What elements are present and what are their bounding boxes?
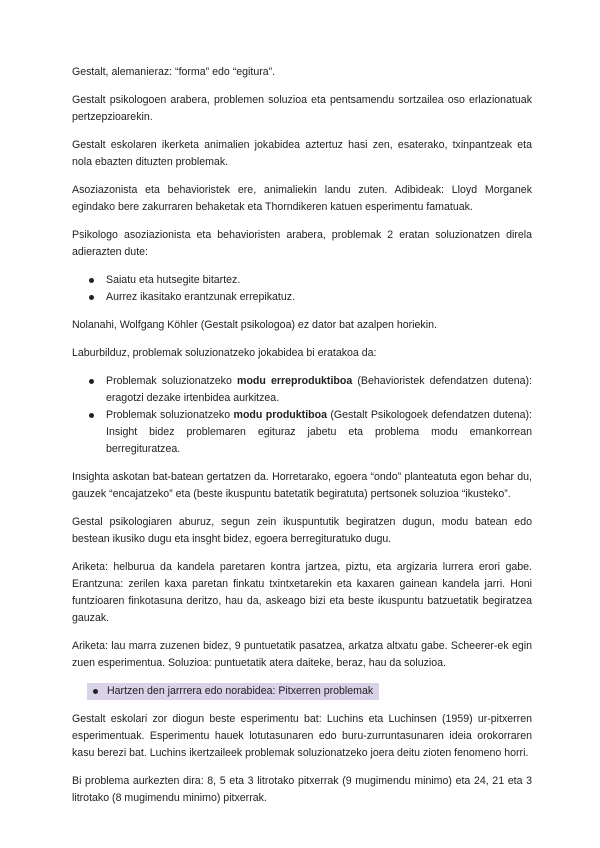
paragraph-insight: Insighta askotan bat-batean gertatzen da. Horretarako, egoera “ondo” planteatuta egon behar du, gauzek “encajatzeko” eta (beste ikuspuntu batetatik begiratuta) pertsonek soluzioa “ikusteko”. (72, 471, 532, 500)
paragraph-kohler: Nolanahi, Wolfgang Köhler (Gestalt psikologoa) ez dator bat azalpen horiekin. (72, 319, 437, 331)
highlighted-heading: Hartzen den jarrrera edo norabidea: Pitxerren problemak (87, 683, 379, 700)
paragraph-summary: Laburbilduz, problemak soluzionatzeko jokabidea bi eratakoa da: (72, 347, 377, 359)
list-item: Saiatu eta hutsegite bitartez. (106, 272, 532, 289)
paragraph-two-problems: Bi problema aurkezten dira: 8, 5 eta 3 litrotako pitxerrak (9 mugimendu minimo) eta 24, 21 eta 3 litrotako (8 mugimendu minimo) pitxerrak. (72, 775, 532, 804)
paragraph-two-ways: Psikologo asoziazionista eta behavioristen arabera, problemak 2 eratan soluzionatzen direla adierazten dute: (72, 229, 532, 258)
paragraph-gestalt-school-research: Gestalt eskolaren ikerketa animalien jokabidea aztertuz hasi zen, esaterako, txinpantzeak eta nola ebazten dituzten problemak. (72, 139, 532, 168)
list-item-text: (Behavioristek defendatzen dutena): eragotzi dezake irtenbidea aurkitzea. (106, 375, 533, 404)
list-item-text: (Gestalt Psikologoek defendatzen dutena): Insight bidez problemaren egituraz jabetu eta problema modu emankorrean berregituratzea. (106, 409, 532, 455)
paragraph-candle-exercise: Ariketa: helburua da kandela paretaren kontra jartzea, piztu, eta argizaria lurrera erori gabe. Erantzuna: zerilen kaxa paretan finkatu txintxetarekin eta kaxaren gainean kandela jarri. Honi funtzioaren finkotasuna deritzo, hau da, askeago bizi eta beste ikuspuntu batzuetatik begiratzea gauzak. (72, 561, 532, 624)
highlighted-bullet (72, 683, 532, 700)
document-page (72, 64, 532, 818)
paragraph-luchins: Gestalt eskolari zor diogun beste esperimentu bat: Luchins eta Luchinsen (1959) ur-pitxerren esperimentuak. Esperimentu hauek lotutasunaren edo buru-zurruntasunaren ideia orokorraren kasu berezi bat. Luchins ikertzaileek problemak soluzionatzeko joera deitu zioten fenomeno horri. (72, 713, 532, 759)
list-problem-solving-modes (72, 373, 532, 458)
list-item-bold-term: modu erreproduktiboa (237, 375, 353, 387)
list-two-ways (72, 272, 532, 306)
list-item-productive (106, 407, 532, 458)
paragraph-associationists: Asoziazonista eta behavioristek ere, animaliekin landu zuten. Adibideak: Lloyd Morganek egindako bere zakurraren behaketak eta Thorndikeren katuen esperimentu famatuak. (72, 184, 532, 213)
paragraph-gestalt-definition: Gestalt, alemanieraz: “forma” edo “egitura”. (72, 66, 276, 78)
list-item-bold-term: modu produktiboa (233, 409, 327, 421)
paragraph-gestalt-viewpoint: Gestal psikologiaren aburuz, segun zein ikuspuntutik begiratzen dugun, modu batean edo bestean ikusiko dugu eta insght bidez, egoera berregituratuko dugu. (72, 516, 532, 545)
paragraph-nine-dots-exercise: Ariketa: lau marra zuzenen bidez, 9 puntuetatik pasatzea, arkatza altxatu gabe. Scheerer-ek egin zuen esperimentua. Soluzioa: puntuetatik atera daiteke, beraz, hau da soluzioa. (72, 640, 532, 669)
paragraph-gestalt-psychologists: Gestalt psikologoen arabera, problemen soluzioa eta pentsamendu sortzailea oso erlazionatuak pertzepzioarekin. (72, 94, 532, 123)
list-item-text: Problemak soluzionatzeko (106, 409, 231, 421)
list-item-text: Problemak soluzionatzeko (106, 375, 232, 387)
list-item: Aurrez ikasitako erantzunak errepikatuz. (106, 289, 532, 306)
list-item-reproductive (106, 373, 532, 407)
